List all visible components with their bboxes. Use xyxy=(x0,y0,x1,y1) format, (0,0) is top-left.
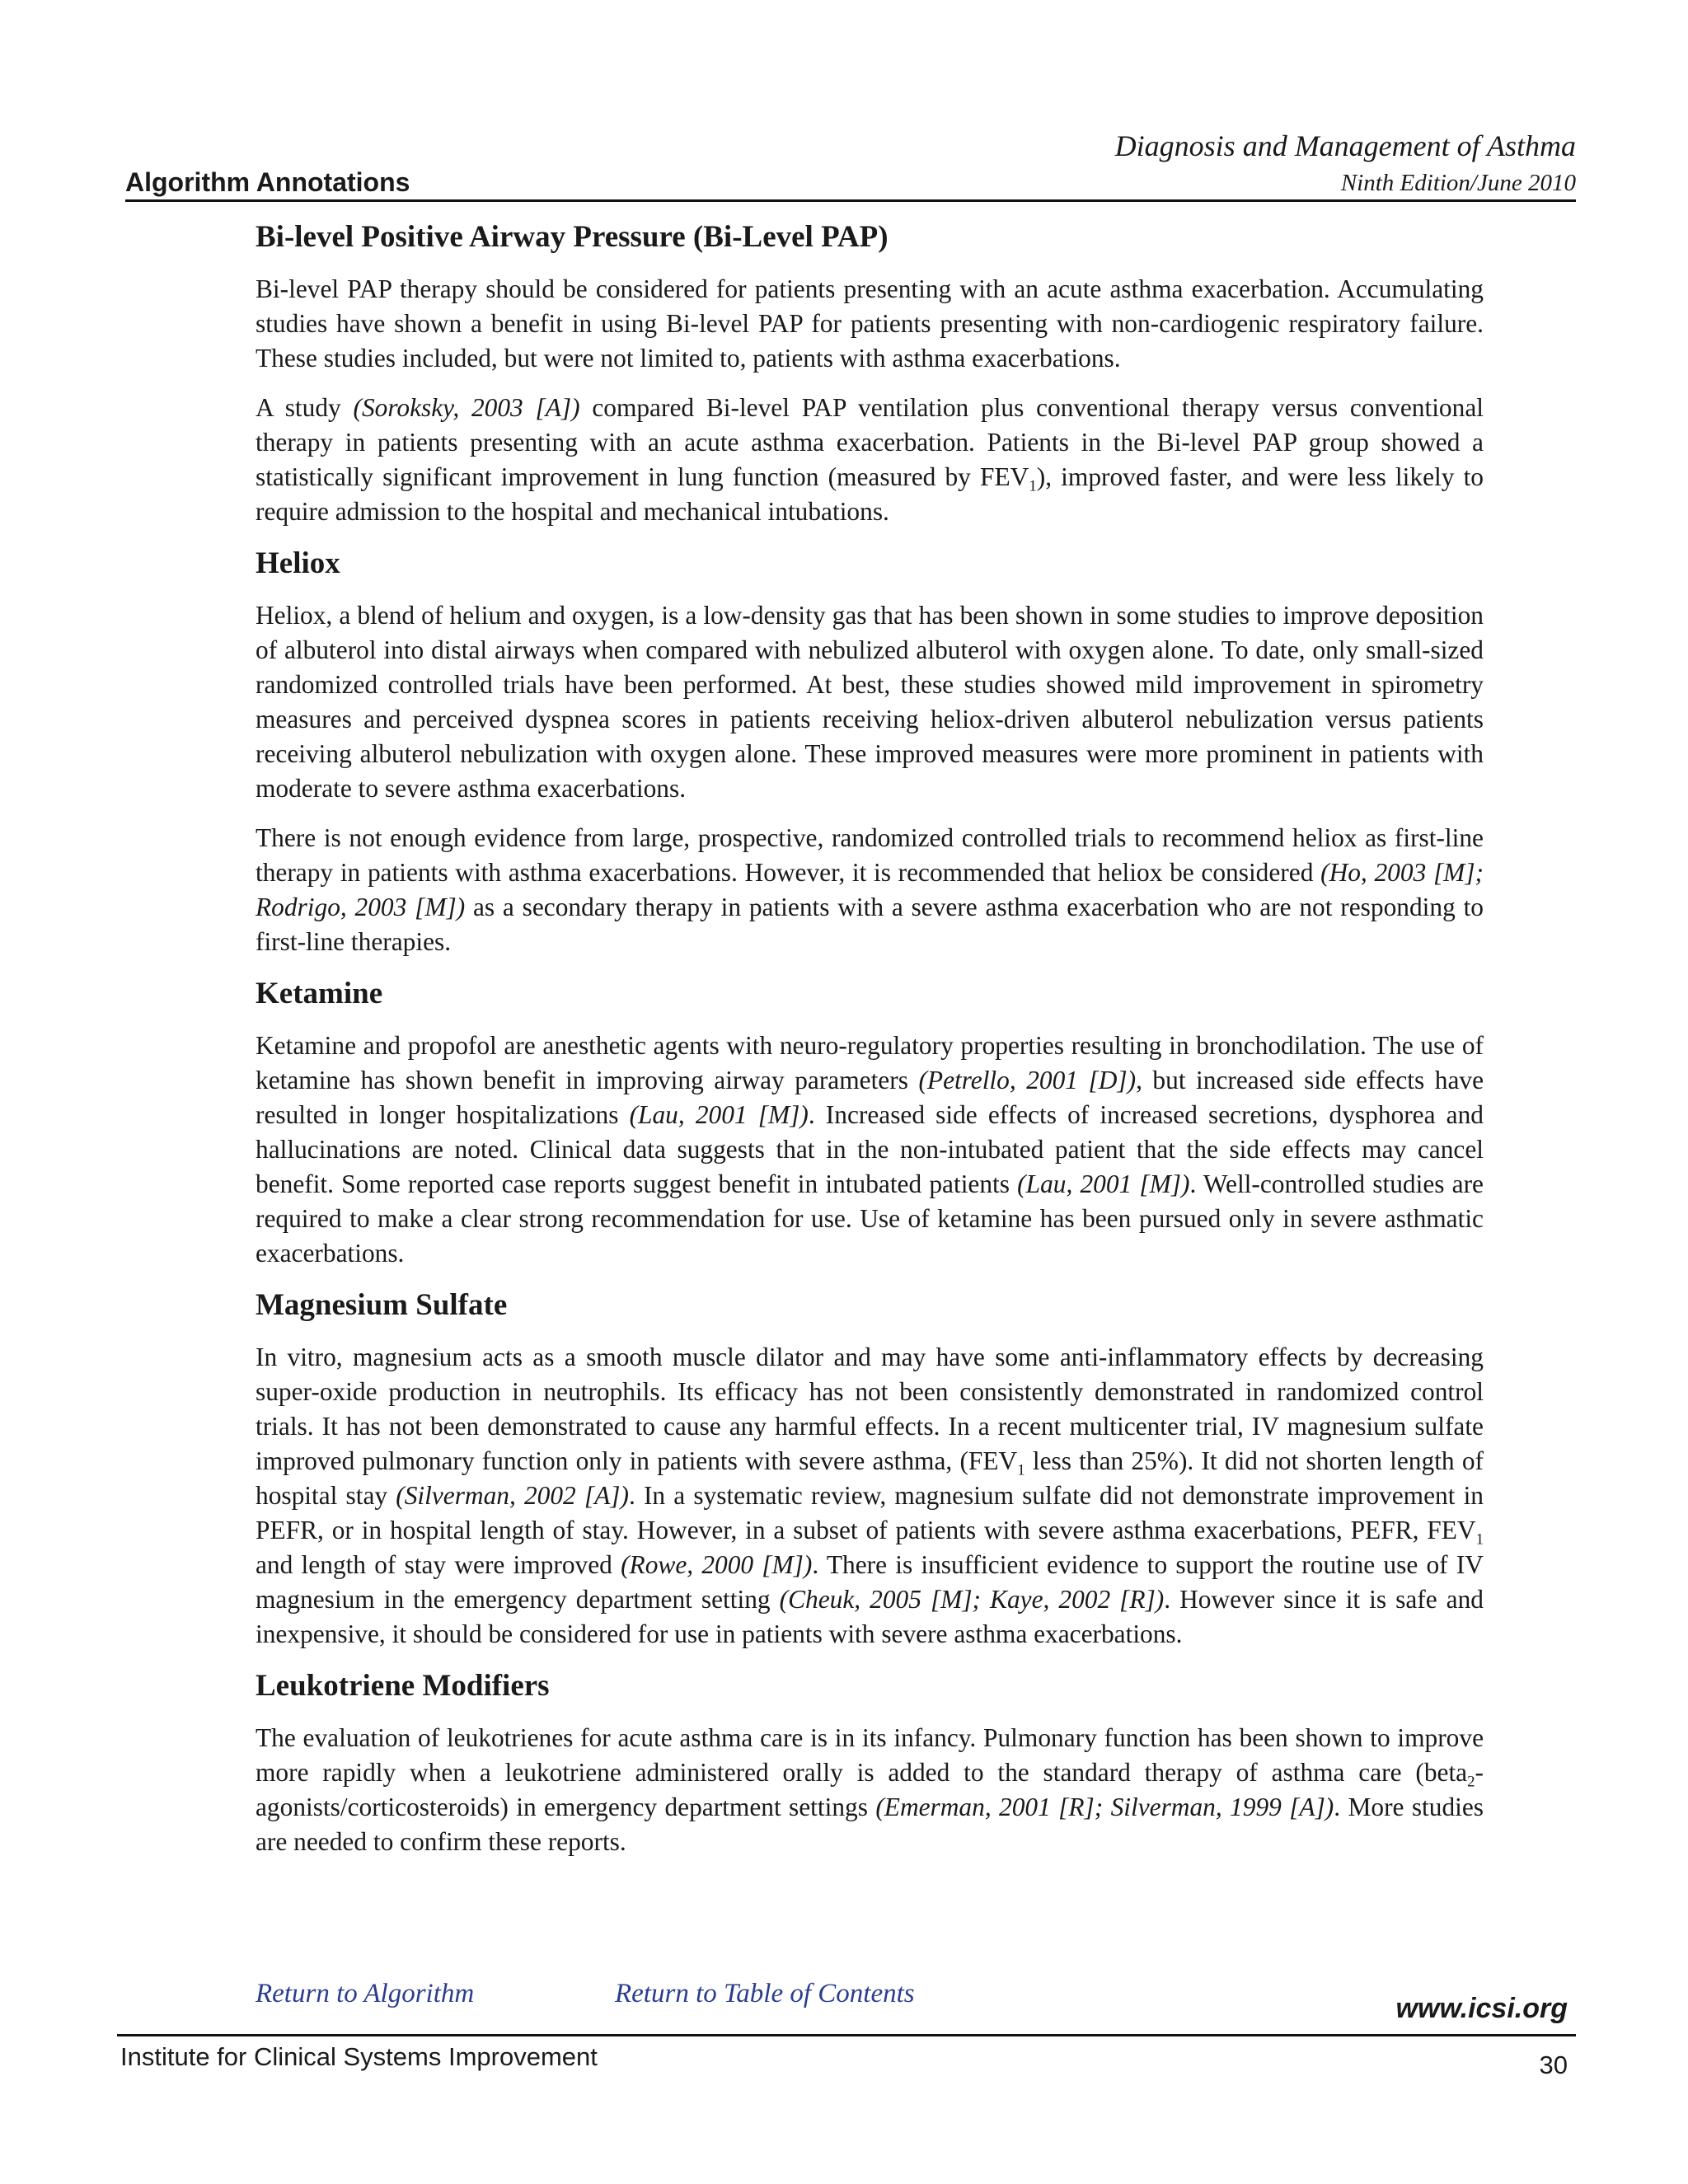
text-run: compared Bi-level PAP ventilation plus conventional therapy versus conventional therapy in patients presenting with an acute asthma exacerbation. Patients in the Bi-level PAP group showed a statistically significant improvement in lung function (measured by FEV xyxy=(256,393,1484,491)
paragraph xyxy=(256,598,1484,806)
edition-label: Ninth Edition/June 2010 xyxy=(1340,170,1576,196)
paragraph xyxy=(256,391,1484,529)
text-run: less than 25%). It did not shorten length of hospital stay xyxy=(256,1446,1484,1510)
section-magnesium-sulfate xyxy=(256,1286,1484,1652)
text-run: ), improved faster, and were less likely to require admission to the hospital and mechanical intubations. xyxy=(256,462,1484,526)
subscript: 1 xyxy=(1475,1530,1484,1549)
document-title: Diagnosis and Management of Asthma xyxy=(1114,129,1576,162)
text-run: In vitro, magnesium acts as a smooth muscle dilator and may have some anti-inflammatory effects by decreasing super-oxide production in neutrophils. Its efficacy has not been consistently demonstrated in randomized control trials. It has not been demonstrated to cause any harmful effects. In a recent multicenter trial, IV magnesium sulfate improved pulmonary function only in patients with severe asthma, (FEV xyxy=(256,1343,1484,1475)
return-to-algorithm-link[interactable]: Return to Algorithm xyxy=(256,1979,475,2008)
footer-divider xyxy=(117,2034,1576,2036)
section-leukotriene-modifiers xyxy=(256,1666,1484,1859)
section-heading: Heliox xyxy=(256,546,340,580)
text-run: . In a systematic review, magnesium sulfate did not demonstrate improvement in PEFR, or in hospital length of stay. However, in a subset of patients with severe asthma exacerbations, PEFR, FEV xyxy=(256,1481,1484,1544)
text-run: A study xyxy=(256,393,354,422)
paragraph xyxy=(256,1721,1484,1859)
citation: (Silverman, 2002 [A]) xyxy=(396,1481,629,1510)
text-run: . Increased side effects of increased secretions, dysphorea and hallucinations are noted. Clinical data suggests that in the non-intubated patient that the side effects may cancel benefit. Some reported case reports suggest benefit in intubated patients xyxy=(256,1100,1484,1198)
text-run: -agonists/corticosteroids) in emergency department settings xyxy=(256,1758,1484,1821)
subscript: 1 xyxy=(1029,477,1037,495)
section-bilevel-pap xyxy=(256,218,1484,529)
section-label: Algorithm Annotations xyxy=(125,167,410,197)
citation: (Lau, 2001 [M]) xyxy=(1017,1169,1190,1198)
text-run: There is not enough evidence from large, prospective, randomized controlled trials to recommend heliox as first-line therapy in patients with asthma exacerbations. However, it is recommended that heliox be considered xyxy=(256,823,1484,887)
text-run: Ketamine and propofol are anesthetic agents with neuro-regulatory properties resulting in bronchodilation. The use of ketamine has shown benefit in improving airway parameters xyxy=(256,1031,1484,1094)
paragraph xyxy=(256,821,1484,959)
section-heliox xyxy=(256,544,1484,959)
text-run: Bi-level PAP therapy should be considered for patients presenting with an acute asthma exacerbation. Accumulating studies have shown a benefit in using Bi-level PAP for patients presenting with non-cardiogenic respiratory failure. These studies included, but were not limited to, patients with asthma exacerbations. xyxy=(256,274,1484,373)
subscript: 2 xyxy=(1467,1773,1475,1791)
section-heading: Leukotriene Modifiers xyxy=(256,1669,550,1703)
text-run: as a secondary therapy in patients with a severe asthma exacerbation who are not responding to first-line therapies. xyxy=(256,893,1484,956)
website-url[interactable]: www.icsi.org xyxy=(1395,1993,1568,2024)
section-heading: Magnesium Sulfate xyxy=(256,1288,508,1322)
citation: (Emerman, 2001 [R]; Silverman, 1999 [A]) xyxy=(875,1793,1334,1821)
text-run: The evaluation of leukotrienes for acute asthma care is in its infancy. Pulmonary function has been shown to improve more rapidly when a leukotriene administered orally is added to the standard therapy of asthma care (beta xyxy=(256,1723,1484,1787)
footer-organization: Institute for Clinical Systems Improvement xyxy=(120,2042,598,2071)
section-heading: Bi-level Positive Airway Pressure (Bi-Level PAP) xyxy=(256,220,889,254)
text-run: . More studies are needed to confirm these reports. xyxy=(256,1793,1484,1856)
citation: (Petrello, 2001 [D]) xyxy=(918,1066,1137,1094)
paragraph xyxy=(256,1340,1484,1652)
text-run: Heliox, a blend of helium and oxygen, is a low-density gas that has been shown in some studies to improve deposition of albuterol into distal airways when compared with nebulized albuterol with oxygen alone. To date, only small-sized randomized controlled trials have been performed. At best, these studies showed mild improvement in spirometry measures and perceived dyspnea scores in patients receiving heliox-driven albuterol nebulization versus patients receiving albuterol nebulization with oxygen alone. These improved measures were more prominent in patients with moderate to severe asthma exacerbations. xyxy=(256,601,1484,803)
text-run: . Well-controlled studies are required to make a clear strong recommendation for use. Use of ketamine has been pursued only in severe asthmatic exacerbations. xyxy=(256,1169,1484,1268)
citation: (Rowe, 2000 [M]) xyxy=(621,1550,813,1579)
text-run: . There is insufficient evidence to support the routine use of IV magnesium in the emergency department setting xyxy=(256,1550,1484,1614)
text-run: , but increased side effects have resulted in longer hospitalizations xyxy=(256,1066,1484,1129)
section-heading: Ketamine xyxy=(256,977,383,1010)
page-number: 30 xyxy=(1539,2050,1568,2079)
return-to-toc-link[interactable]: Return to Table of Contents xyxy=(615,1979,915,2008)
citation: (Cheuk, 2005 [M]; Kaye, 2002 [R]) xyxy=(779,1585,1165,1614)
section-ketamine xyxy=(256,974,1484,1271)
paragraph xyxy=(256,1029,1484,1271)
citation: (Soroksky, 2003 [A]) xyxy=(353,393,580,422)
text-run: . However since it is safe and inexpensive, it should be considered for use in patients with severe asthma exacerbations. xyxy=(256,1585,1484,1648)
paragraph xyxy=(256,272,1484,376)
header-divider xyxy=(125,199,1576,202)
main-content xyxy=(256,218,1484,1874)
citation: (Lau, 2001 [M]) xyxy=(629,1100,809,1129)
citation: (Ho, 2003 [M]; Rodrigo, 2003 [M]) xyxy=(256,858,1484,921)
text-run: and length of stay were improved xyxy=(256,1550,621,1579)
subscript: 1 xyxy=(1017,1461,1025,1479)
